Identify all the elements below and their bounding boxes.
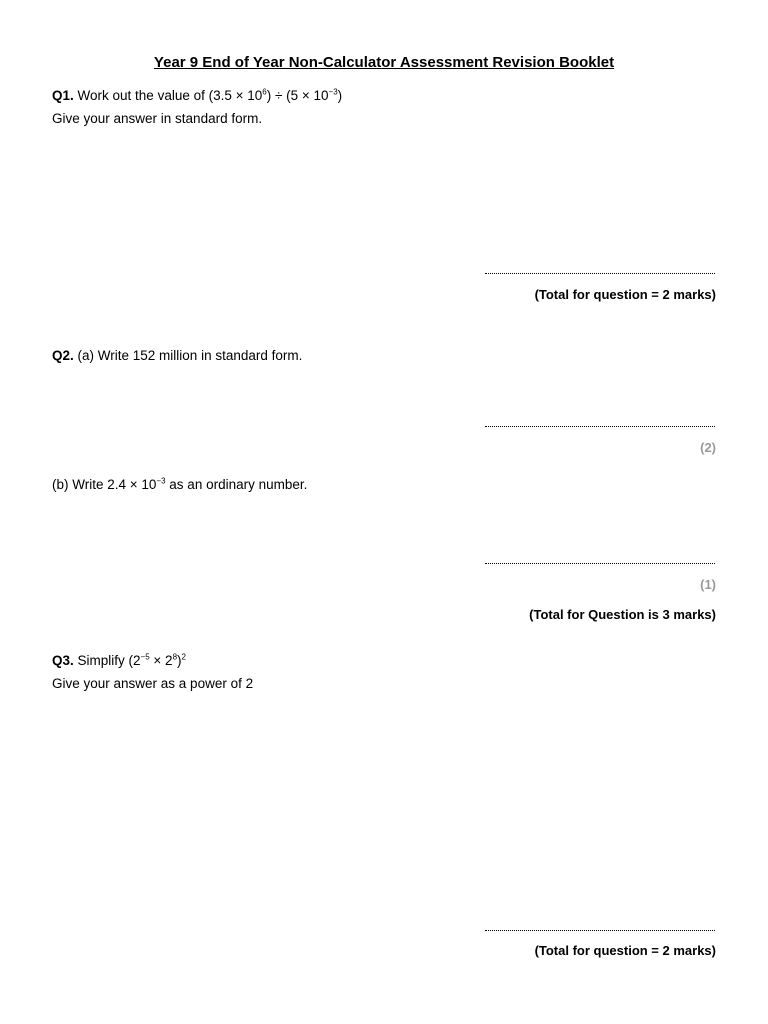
q3-exponent-1: −5 (140, 652, 150, 662)
q3-text-close: ) (177, 653, 182, 668)
q2b-answer-line[interactable] (485, 563, 715, 564)
q1-exponent-1: 6 (262, 87, 267, 97)
q2b-marks: (1) (700, 577, 716, 592)
q3-text-prefix: Simplify (2 (77, 653, 141, 668)
q2-label: Q2. (52, 348, 74, 363)
q1-exponent-2: −3 (328, 87, 338, 97)
q2a-answer-line[interactable] (485, 426, 715, 427)
q2-part-b-exponent: −3 (156, 476, 166, 486)
q2-part-a-text: (a) Write 152 million in standard form. (77, 348, 303, 363)
q1-label: Q1. (52, 88, 74, 103)
q1-answer-line[interactable] (485, 273, 715, 274)
q3-exponent-3: 2 (181, 652, 186, 662)
q3-prompt (52, 653, 186, 668)
q3-text-mid: × 2 (149, 653, 173, 668)
q1-instruction: Give your answer in standard form. (52, 111, 263, 126)
q2-part-b-prompt (52, 477, 307, 492)
q3-instruction: Give your answer as a power of 2 (52, 676, 254, 691)
q3-exponent-2: 8 (172, 652, 178, 662)
q1-text-mid: ) ÷ (5 × 10 (266, 88, 329, 103)
q3-label: Q3. (52, 653, 74, 668)
q2a-marks: (2) (700, 440, 716, 455)
q1-prompt (52, 88, 342, 103)
q2-part-b-prefix: (b) Write 2.4 × 10 (52, 477, 157, 492)
page-title: Year 9 End of Year Non-Calculator Assessment Revision Booklet (153, 54, 615, 71)
q2-total-marks: (Total for Question is 3 marks) (529, 607, 716, 622)
q2-part-b-suffix: as an ordinary number. (165, 477, 308, 492)
q3-total-marks: (Total for question = 2 marks) (534, 943, 716, 958)
q1-total-marks: (Total for question = 2 marks) (534, 287, 716, 302)
q3-answer-line[interactable] (485, 930, 715, 931)
q1-text-prefix: Work out the value of (3.5 × 10 (77, 88, 263, 103)
q2-part-a-prompt (52, 348, 302, 363)
q1-text-suffix: ) (337, 88, 343, 103)
